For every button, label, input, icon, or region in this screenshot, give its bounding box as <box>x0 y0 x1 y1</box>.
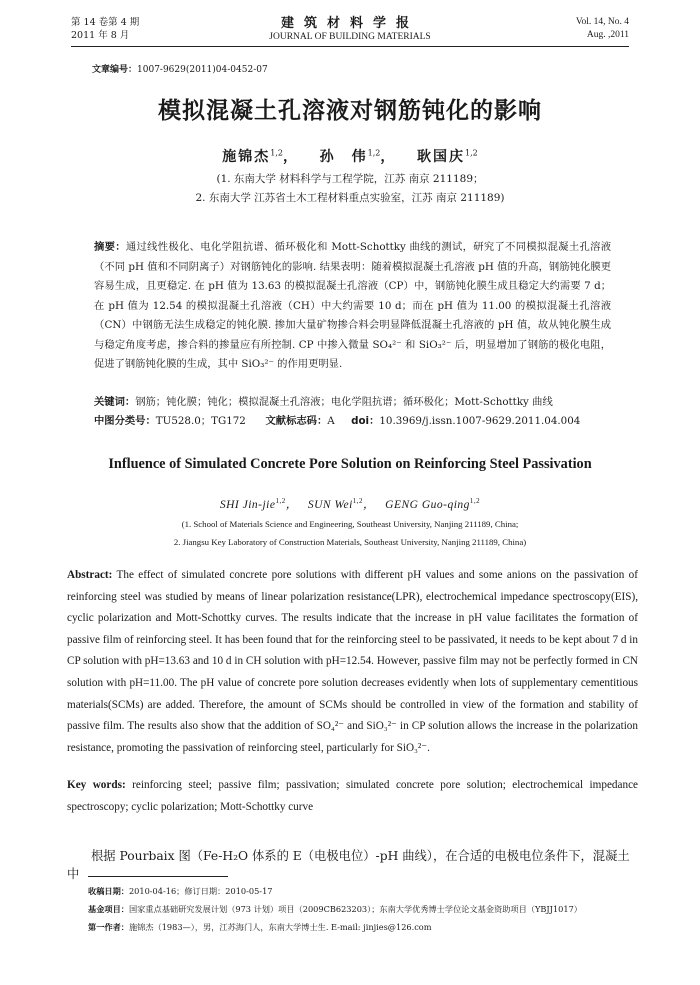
header-right <box>576 16 629 42</box>
abstract-en <box>67 565 638 759</box>
author-cn: 耿国庆 <box>416 149 465 165</box>
title-cn: 模拟混凝土孔溶液对钢筋钝化的影响 <box>158 98 542 124</box>
journal-name-en: JOURNAL OF BUILDING MATERIALS <box>269 32 431 42</box>
keywords-en-text: reinforcing steel; passive film; passivation; simulated concrete pore solution; electrochemical impedance spectroscopy; cyclic polarization; Mott-Schottky curve <box>67 779 639 813</box>
author-sup: 1,2 <box>464 148 478 158</box>
footnote-first-author <box>88 922 648 933</box>
article-number-label: 文章编号： <box>92 65 138 75</box>
keywords-cn-text: 钢筋；钝化膜；钝化；模拟混凝土孔溶液；电化学阻抗谱；循环极化；Mott-Schottky 曲线 <box>135 396 553 408</box>
title-en: Influence of Simulated Concrete Pore Solution on Reinforcing Steel Passivation <box>108 456 592 472</box>
keywords-cn-label: 关键词： <box>94 396 136 408</box>
header-center <box>71 16 629 43</box>
footnote-label: 收稿日期： <box>88 886 129 896</box>
footnote-text: 2010-04-16；修订日期：2010-05-17 <box>128 886 273 896</box>
author-en: SUN Wei <box>307 499 353 511</box>
footnote-text: 国家重点基础研究发展计划（973 计划）项目（2009CB623203）；东南大学优秀博士学位论文基金资助项目（YBJJ1017） <box>128 904 582 914</box>
abstract-en-text: The effect of simulated concrete pore solutions with different pH values and some anions on the passivation of reinforcing steel was studied by means of linear polarization resistance(LPR), electrochemical impedance spectroscopy(EIS), cyclic polarization and Mott-Schottky curves. The results indicate that the increase in pH value facilitates the formation of passive film of reinforcing steel. It has been found that for the reinforcing steel to be passivated, it needs to be kept about 7 d in CP solution with pH=13.63 and 10 d in CH solution with pH=12.54. However, passive film may not be perfectly formed in CN solution with pH=11.00. The pH value of concrete pore solution decreases evidently when lots of supplementary cementitious materials(SCMs) are added. Therefore, the amount of SCMs should be controlled in view of the formation and stability of passive film. The results also show that the addition of SO₄²⁻ and SiO₃²⁻ in CP solution allows the increase in the polarization resistance, promoting the passivation of reinforcing steel, particularly for SiO₃²⁻. <box>67 569 638 754</box>
author-en: SHI Jin-jie <box>219 499 276 511</box>
abstract-cn <box>94 238 611 375</box>
volume-cn: 第 14 卷第 4 期 <box>71 17 140 28</box>
author-sep: ， <box>363 499 376 511</box>
body-text-start: 根据 Pourbaix 图（Fe-H₂O 体系的 E（电极电位）-pH 曲线），在合适的电极电位条件下，混凝土中 <box>67 849 630 881</box>
doc-code-value: A <box>327 415 335 427</box>
keywords-en-label: Key words: <box>67 779 126 791</box>
abstract-cn-text: 通过线性极化、电化学阻抗谱、循环极化和 Mott-Schottky 曲线的测试，研究了不同模拟混凝土孔溶液（不同 pH 值和不同阴离子）对钢筋钝化的影响. 结果表明：随着模拟混凝土孔溶液 pH 值的升高，钢筋钝化膜更容易生成，且更稳定. 在 pH 值为 13.63 的模拟混凝土孔溶液（CP）中，钢筋钝化膜生成且稳定大约需要 7 d；在 pH 值为 12.54 的模拟混凝土孔溶液（CH）中大约需要 10 d；而在 pH 值为 11.00 的模拟混凝土孔溶液（CN）中钢筋无法生成稳定的钝化膜. 掺加大量矿物掺合料会明显降低混凝土孔溶液的 pH 值，故从钝化膜生成与稳定角度考虑，掺合料的掺量应有所控制. CP 中掺入微量 SO₄²⁻ 和 SiO₃²⁻ 后，明显增加了钢筋的极化电阻，促进了钢筋钝化膜的生成，其中 SiO₃²⁻ 的作用更明显. <box>94 241 612 370</box>
authors-en <box>0 496 700 512</box>
article-number-value: 1007-9629(2011)04-0452-07 <box>137 65 268 75</box>
author-sup: 1,2 <box>275 497 286 506</box>
affiliation-cn-1: (1. 东南大学 材料科学与工程学院，江苏 南京 211189； <box>216 173 484 185</box>
abstract-cn-label: 摘要： <box>94 241 126 253</box>
clc-label: 中图分类号： <box>94 415 156 427</box>
keywords-cn <box>94 393 611 408</box>
page-header <box>71 16 629 47</box>
footnote-received <box>88 886 648 897</box>
author-sup: 1,2 <box>367 148 381 158</box>
article-number <box>92 62 268 75</box>
doc-code-label: 文献标志码： <box>265 415 328 427</box>
date-en: Aug. ,2011 <box>586 30 629 40</box>
author-cn: 孙 伟 <box>319 149 368 165</box>
author-cn: 施锦杰 <box>222 149 271 165</box>
author-sep: ， <box>283 149 299 165</box>
keywords-en <box>67 775 638 818</box>
date-cn: 2011 年 8 月 <box>71 30 130 41</box>
footnote-text: 施锦杰（1983—），男，江苏海门人，东南大学博士生. E-mail: jinjies@126.com <box>128 922 432 932</box>
affiliation-en-1: (1. School of Materials Science and Engineering, Southeast University, Nanjing 211189, China; <box>181 519 519 529</box>
authors-cn <box>0 146 700 166</box>
doi-label: doi： <box>351 415 380 427</box>
author-sup: 1,2 <box>270 148 283 158</box>
affiliation-cn-2: 2. 东南大学 江苏省土木工程材料重点实验室，江苏 南京 211189) <box>195 192 505 204</box>
journal-name-cn: 建筑材料学报 <box>280 16 419 31</box>
author-sup: 1,2 <box>469 497 481 506</box>
footnote-funding <box>88 904 648 915</box>
clc-value: TU528.0；TG172 <box>155 415 246 427</box>
doi-value: 10.3969/j.issn.1007-9629.2011.04.004 <box>379 415 581 427</box>
author-en: GENG Guo-qing <box>385 499 470 511</box>
affiliation-en-2: 2. Jiangsu Key Laboratory of Construction Materials, Southeast University, Nanjing 211189, China) <box>173 537 527 547</box>
author-sup: 1,2 <box>352 497 364 506</box>
volume-en: Vol. 14, No. 4 <box>575 17 629 27</box>
classification-line <box>94 412 611 427</box>
footnote-label: 基金项目： <box>88 904 129 914</box>
footnote-label: 第一作者： <box>88 922 129 932</box>
author-sep: ， <box>380 149 397 165</box>
footnote-rule <box>88 876 228 877</box>
author-sep: ， <box>285 499 298 511</box>
abstract-en-label: Abstract: <box>67 569 113 581</box>
